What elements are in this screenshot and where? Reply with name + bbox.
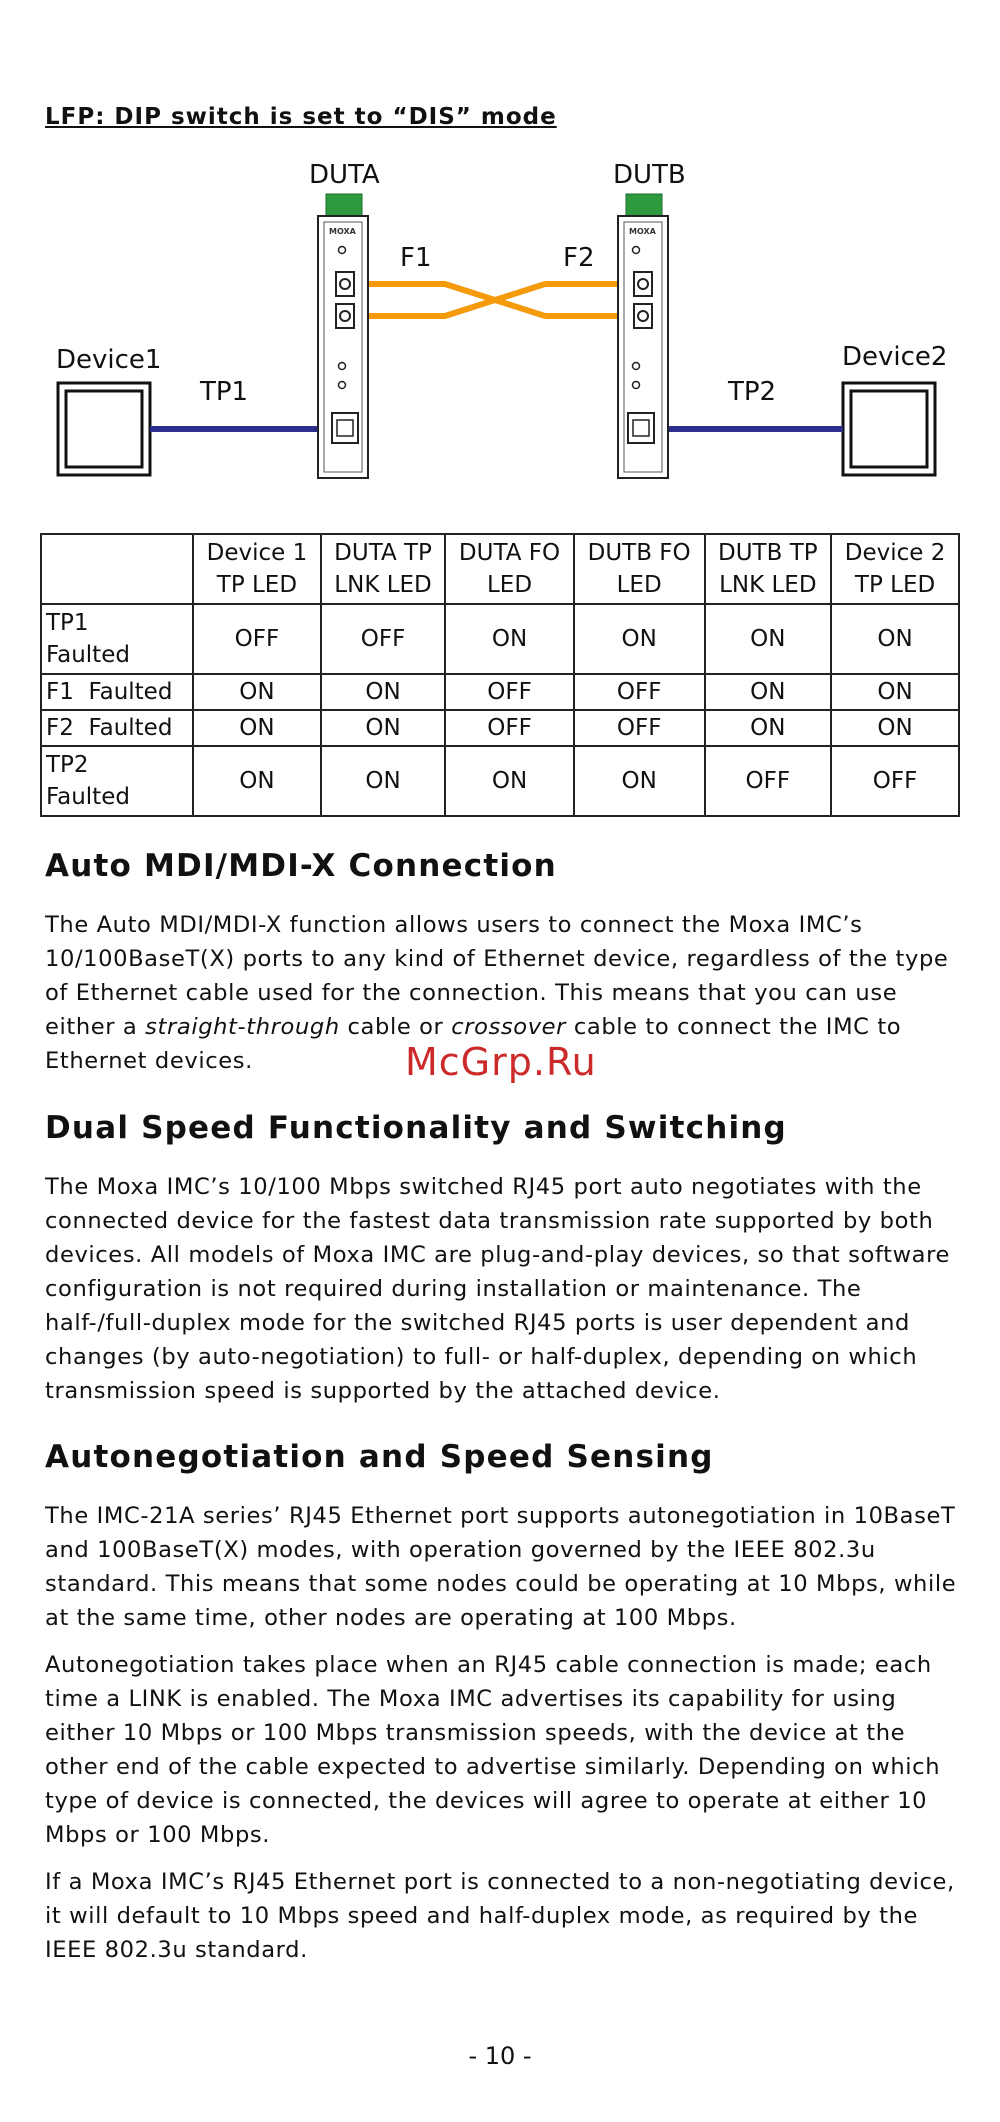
table-row-label: TP2 Faulted	[41, 746, 193, 816]
duta-converter	[318, 194, 368, 478]
table-row	[41, 710, 959, 746]
section-title-auto-mdi: Auto MDI/MDI-X Connection	[45, 848, 557, 884]
autoneg-paragraph-3: If a Moxa IMC’s RJ45 Ethernet port is connected to a non-negotiating device, it will default to 10 Mbps speed and half-duplex mode, as required by the IEEE 802.3u standard.	[45, 1869, 955, 1963]
device1-label: Device1	[56, 345, 162, 375]
f1-label: F1	[400, 243, 432, 273]
device1-box	[58, 383, 150, 475]
table-cell: ON	[705, 674, 832, 710]
lfp-subheading: LFP: DIP switch is set to “DIS” mode	[45, 104, 557, 130]
table-cell: ON	[574, 604, 705, 674]
table-row-label: TP1 Faulted	[41, 604, 193, 674]
table-corner-cell	[41, 534, 193, 604]
table-cell: ON	[193, 674, 321, 710]
table-header-row	[41, 534, 959, 604]
table-cell: ON	[321, 746, 445, 816]
table-header-cell: Device 2 TP LED	[831, 534, 959, 604]
table-cell: ON	[831, 604, 959, 674]
device2-label: Device2	[842, 342, 948, 372]
autoneg-paragraph-2: Autonegotiation takes place when an RJ45 cable connection is made; each time a LINK is enabled. The Moxa IMC advertises its capability for using either 10 Mbps or 100 Mbps transmission speeds, with the device at the other end of the cable expected to advertise similarly. Depending on which type of device is connected, the devices will agree to operate at either 10 Mbps or 100 Mbps.	[45, 1652, 941, 1848]
section-title-dual-speed: Dual Speed Functionality and Switching	[45, 1110, 787, 1146]
table-cell: OFF	[574, 674, 705, 710]
table-cell: ON	[831, 710, 959, 746]
table-cell: ON	[574, 746, 705, 816]
table-cell: OFF	[321, 604, 445, 674]
f2-label: F2	[563, 243, 595, 273]
table-header-cell: DUTB FO LED	[574, 534, 705, 604]
table-row	[41, 674, 959, 710]
table-cell: OFF	[705, 746, 832, 816]
table-cell: ON	[445, 746, 574, 816]
dual-speed-paragraph: The Moxa IMC’s 10/100 Mbps switched RJ45 port auto negotiates with the connected device for the fastest data transmission rate supported by both devices. All models of Moxa IMC are plug-and-play devices, so that software configuration is not required during installation or maintenance. The half-/full-duplex mode for the switched RJ45 ports is user dependent and changes (by auto-negotiation) to full- or half-duplex, depending on which transmission speed is supported by the attached device.	[45, 1174, 950, 1404]
table-cell: OFF	[445, 674, 574, 710]
table-cell: ON	[705, 710, 832, 746]
dutb-converter	[618, 194, 668, 478]
table-cell: ON	[193, 710, 321, 746]
page-number: - 10 -	[468, 2042, 532, 2070]
table-header-cell: DUTA FO LED	[445, 534, 574, 604]
table-cell: ON	[321, 674, 445, 710]
table-cell: OFF	[445, 710, 574, 746]
table-row-label: F1 Faulted	[41, 674, 193, 710]
table-header-cell: DUTB TP LNK LED	[705, 534, 832, 604]
table-cell: OFF	[831, 746, 959, 816]
duta-brand-label: MOXA	[329, 227, 356, 236]
table-row-label: F2 Faulted	[41, 710, 193, 746]
table-cell: OFF	[193, 604, 321, 674]
table-row	[41, 746, 959, 816]
table-cell: ON	[831, 674, 959, 710]
auto-mdi-paragraph: The Auto MDI/MDI-X function allows users to connect the Moxa IMC’s 10/100BaseT(X) ports to any kind of Ethernet device, regardless of the type of Ethernet cable used for the connection. This means that you can use either a straight-through cable or crossover cable to connect the IMC to Ethernet devices.	[45, 912, 949, 1074]
table-cell: OFF	[574, 710, 705, 746]
table-cell: ON	[705, 604, 832, 674]
table-cell: ON	[193, 746, 321, 816]
dutb-label: DUTB	[613, 160, 686, 190]
table-header-cell: Device 1 TP LED	[193, 534, 321, 604]
watermark: McGrp.Ru	[405, 1040, 597, 1084]
fiber-cables	[352, 284, 638, 316]
device2-box	[843, 383, 935, 475]
table-cell: ON	[321, 710, 445, 746]
duta-label: DUTA	[309, 160, 380, 190]
table-row	[41, 604, 959, 674]
fault-diagram	[0, 150, 1000, 510]
table-cell: ON	[445, 604, 574, 674]
tp2-label: TP2	[728, 377, 777, 407]
dutb-brand-label: MOXA	[629, 227, 656, 236]
section-title-autoneg: Autonegotiation and Speed Sensing	[45, 1439, 714, 1475]
led-status-table	[40, 533, 960, 817]
autoneg-paragraph-1: The IMC-21A series’ RJ45 Ethernet port supports autonegotiation in 10BaseT and 100BaseT(X) modes, with operation governed by the IEEE 802.3u standard. This means that some nodes could be operating at 10 Mbps, while at the same time, other nodes are operating at 100 Mbps.	[45, 1503, 957, 1631]
table-header-cell: DUTA TP LNK LED	[321, 534, 445, 604]
tp1-label: TP1	[200, 377, 249, 407]
